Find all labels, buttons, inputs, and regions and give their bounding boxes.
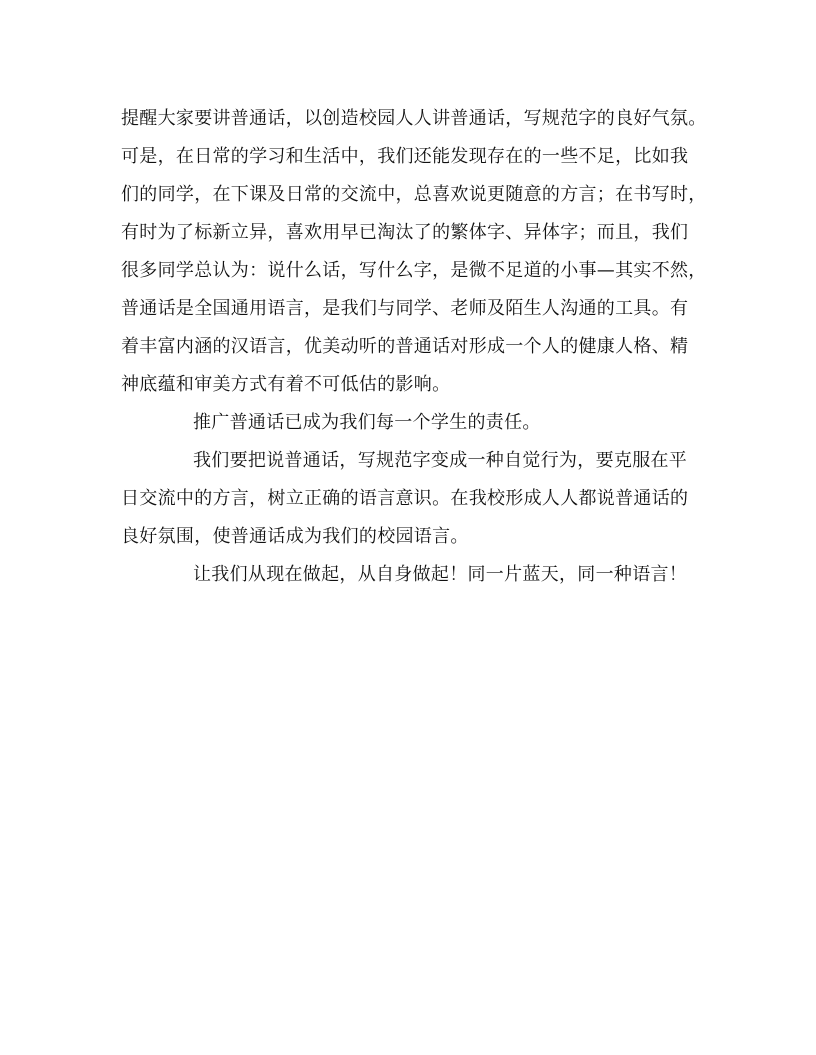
paragraph-line: 提醒大家要讲普通话，以创造校园人人讲普通话，写规范字的良好气氛。 [121,108,707,129]
paragraph-line: 日交流中的方言，树立正确的语言意识。在我校形成人人都说普通话的 [121,488,689,509]
paragraph-line: 推广普通话已成为我们每一个学生的责任。 [193,412,541,433]
paragraph-line: 我们要把说普通话，写规范字变成一种自觉行为，要克服在平 [193,450,688,471]
paragraph-line: 有时为了标新立异，喜欢用早已淘汰了的繁体字、异体字；而且，我们 [121,222,689,243]
paragraph-line: 可是，在日常的学习和生活中，我们还能发现存在的一些不足，比如我 [121,146,689,167]
paragraph-line: 神底蕴和审美方式有着不可低估的影响。 [121,374,451,395]
paragraph-line: 良好氛围，使普通话成为我们的校园语言。 [121,526,469,547]
paragraph-line: 让我们从现在做起，从自身做起！同一片蓝天，同一种语言！ [193,564,688,585]
document-body [121,100,707,594]
paragraph-line: 普通话是全国通用语言，是我们与同学、老师及陌生人沟通的工具。有 [121,298,689,319]
paragraph-line: 们的同学，在下课及日常的交流中，总喜欢说更随意的方言；在书写时， [121,184,707,205]
paragraph-line: 很多同学总认为：说什么话，写什么字，是微不足道的小事—其实不然， [121,260,707,281]
paragraph-line: 着丰富内涵的汉语言，优美动听的普通话对形成一个人的健康人格、精 [121,336,689,357]
